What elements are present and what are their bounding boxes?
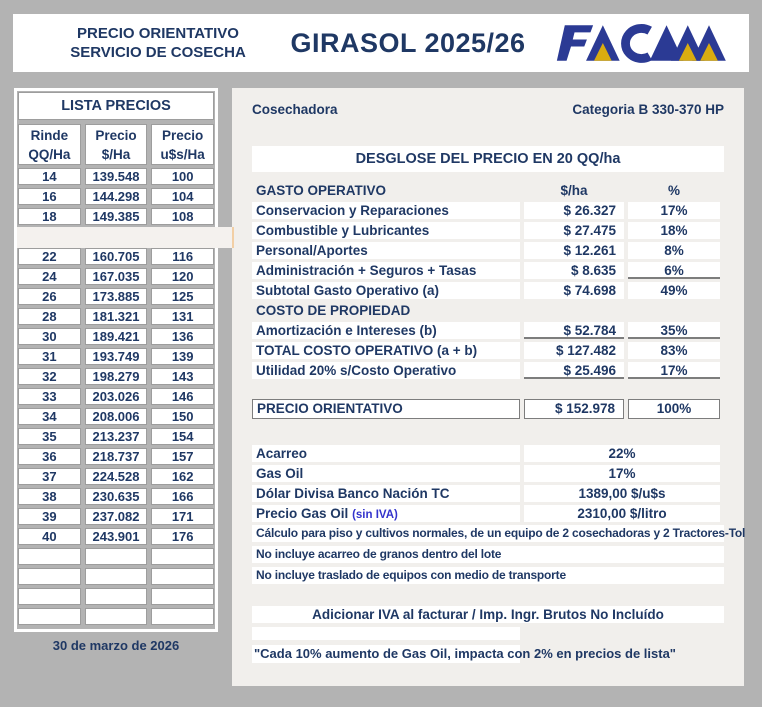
page-title: GIRASOL 2025/26 [290, 27, 526, 58]
cost-row-subtotal [252, 282, 724, 299]
precio-usd-cell: 136 [151, 328, 214, 345]
precio-usd-cell: 100 [151, 168, 214, 185]
param-row-acarreo [252, 445, 724, 462]
rinde-cell: 36 [18, 448, 81, 465]
precio-ars-cell: 208.006 [85, 408, 148, 425]
param-value: 2310,00 $/litro [524, 505, 720, 522]
rinde-cell: 40 [18, 528, 81, 545]
column-header-precio-ars-line2: $/Ha [101, 147, 131, 162]
empty-cell [151, 548, 214, 565]
rinde-cell: 35 [18, 428, 81, 445]
empty-cell [18, 548, 81, 565]
empty-cell [18, 568, 81, 585]
cost-value: $ 52.784 [524, 322, 624, 339]
price-list-row [18, 248, 214, 265]
rinde-cell: 18 [18, 208, 81, 225]
price-list-row [18, 408, 214, 425]
cost-value: $ 12.261 [524, 242, 624, 259]
param-row-precio-gasoil [252, 505, 724, 522]
precio-orientativo-value: $ 152.978 [524, 399, 624, 419]
column-header-rinde [18, 124, 81, 165]
cost-pct: 17% [628, 202, 720, 219]
cost-value: $ 25.496 [524, 362, 624, 379]
price-list-row [18, 308, 214, 325]
cost-row-total [252, 342, 724, 359]
cost-pct: 83% [628, 342, 720, 359]
precio-usd-cell: 146 [151, 388, 214, 405]
cost-pct: 8% [628, 242, 720, 259]
column-header-precio-usd-line2: u$s/Ha [160, 147, 205, 162]
cost-label: Personal/Aportes [252, 242, 520, 259]
cost-value: $ 27.475 [524, 222, 624, 239]
precio-orientativo-row [252, 399, 724, 419]
cost-row-personal [252, 242, 724, 259]
cost-value: $ 8.635 [524, 262, 624, 279]
column-header-precio-ars-line1: Precio [95, 128, 137, 143]
rinde-cell: 22 [18, 248, 81, 265]
blank-cell [628, 302, 720, 319]
empty-cell [151, 588, 214, 605]
param-row-gasoil [252, 465, 724, 482]
iva-note: Adicionar IVA al facturar / Imp. Ingr. Brutos No Incluído [252, 606, 724, 623]
empty-cell [151, 568, 214, 585]
precio-ars-cell: 160.705 [85, 248, 148, 265]
facma-logo-icon [544, 20, 736, 66]
param-label: Acarreo [252, 445, 520, 462]
service-title-line1: PRECIO ORIENTATIVO [77, 25, 239, 42]
cost-row-administracion [252, 262, 724, 279]
param-label [252, 505, 520, 522]
rinde-cell: 16 [18, 188, 81, 205]
column-header-precio-ars [85, 124, 148, 165]
precio-usd-cell: 166 [151, 488, 214, 505]
param-label-text: Precio Gas Oil [256, 506, 349, 521]
cost-value: $ 127.482 [524, 342, 624, 359]
empty-row [18, 568, 214, 585]
rinde-cell: 33 [18, 388, 81, 405]
section-gasto-operativo: GASTO OPERATIVO [256, 183, 387, 198]
price-list-row [18, 508, 214, 525]
rinde-cell: 28 [18, 308, 81, 325]
section-costo-propiedad: COSTO DE PROPIEDAD [256, 303, 411, 318]
cost-pct: 17% [628, 362, 720, 379]
rinde-cell: 31 [18, 348, 81, 365]
blank-cell [524, 302, 624, 319]
cost-pct: 49% [628, 282, 720, 299]
cost-label: Conservacion y Reparaciones [252, 202, 520, 219]
precio-ars-cell: 181.321 [85, 308, 148, 325]
precio-usd-cell: 162 [151, 468, 214, 485]
rinde-cell: 24 [18, 268, 81, 285]
cost-row-combustible [252, 222, 724, 239]
service-title [37, 24, 279, 62]
precio-ars-cell: 198.279 [85, 368, 148, 385]
rinde-cell: 14 [18, 168, 81, 185]
rinde-cell: 38 [18, 488, 81, 505]
service-title-line2: SERVICIO DE COSECHA [70, 44, 246, 61]
column-header-rinde-line2: QQ/Ha [28, 147, 71, 162]
price-list-row [18, 528, 214, 545]
cost-row-amortizacion [252, 322, 724, 339]
note-line: No incluye acarreo de granos dentro del lote [252, 546, 724, 563]
precio-usd-cell: 104 [151, 188, 214, 205]
precio-ars-cell: 189.421 [85, 328, 148, 345]
price-list-row [18, 208, 214, 225]
detail-header [252, 102, 724, 120]
price-list-panel [14, 88, 218, 632]
empty-cell [85, 588, 148, 605]
selected-rinde-highlight [17, 227, 234, 248]
cost-label: Administración + Seguros + Tasas [252, 262, 520, 279]
facma-logo [537, 20, 743, 66]
blank-strip [252, 627, 520, 640]
param-value: 17% [524, 465, 720, 482]
rinde-cell: 39 [18, 508, 81, 525]
rinde-cell: 26 [18, 288, 81, 305]
precio-usd-cell: 139 [151, 348, 214, 365]
price-list-column-headers [18, 124, 214, 165]
price-list-row [18, 368, 214, 385]
precio-ars-cell: 193.749 [85, 348, 148, 365]
cost-row-utilidad [252, 362, 724, 379]
rinde-cell: 30 [18, 328, 81, 345]
precio-ars-cell: 203.026 [85, 388, 148, 405]
price-list-row [18, 348, 214, 365]
param-value: 22% [524, 445, 720, 462]
cost-row-conservacion [252, 202, 724, 219]
sin-iva-note: (sin IVA) [352, 509, 398, 521]
rinde-cell: 32 [18, 368, 81, 385]
precio-orientativo-label: PRECIO ORIENTATIVO [252, 399, 520, 419]
column-header-precio-usd-line1: Precio [162, 128, 204, 143]
cost-label: Combustible y Lubricantes [252, 222, 520, 239]
empty-cell [18, 588, 81, 605]
price-list-empty-rows [18, 548, 214, 625]
cost-label: Utilidad 20% s/Costo Operativo [252, 362, 520, 379]
param-value: 1389,00 $/u$s [524, 485, 720, 502]
empty-cell [85, 608, 148, 625]
list-date: 30 de marzo de 2026 [52, 638, 180, 653]
price-list-title: LISTA PRECIOS [18, 92, 214, 120]
gasto-operativo-header-row [252, 182, 724, 199]
price-list-row [18, 388, 214, 405]
param-label: Gas Oil [252, 465, 520, 482]
precio-ars-cell: 173.885 [85, 288, 148, 305]
precio-usd-cell: 157 [151, 448, 214, 465]
precio-usd-cell: 120 [151, 268, 214, 285]
precio-ars-cell: 167.035 [85, 268, 148, 285]
header-band [13, 14, 749, 72]
column-header-precio-usd [151, 124, 214, 165]
note-line: Cálculo para piso y cultivos normales, de un equipo de 2 cosechadoras y 2 Tractores-Tol [252, 525, 724, 542]
breakdown-table [252, 182, 746, 663]
price-list-row [18, 328, 214, 345]
cost-pct: 6% [628, 262, 720, 279]
precio-ars-cell: 218.737 [85, 448, 148, 465]
precio-usd-cell: 125 [151, 288, 214, 305]
precio-ars-cell: 144.298 [85, 188, 148, 205]
precio-ars-cell: 243.901 [85, 528, 148, 545]
precio-usd-cell: 116 [151, 248, 214, 265]
empty-row [18, 608, 214, 625]
precio-ars-cell: 224.528 [85, 468, 148, 485]
price-list-row [18, 468, 214, 485]
cost-label: Amortización e Intereses (b) [252, 322, 520, 339]
cost-value: $ 74.698 [524, 282, 624, 299]
spacer [252, 588, 724, 606]
precio-ars-cell: 149.385 [85, 208, 148, 225]
cost-pct: 35% [628, 322, 720, 339]
precio-usd-cell: 154 [151, 428, 214, 445]
param-row-dolar [252, 485, 724, 502]
param-label: Dólar Divisa Banco Nación TC [252, 485, 520, 502]
price-list-row [18, 488, 214, 505]
price-list-row [18, 428, 214, 445]
column-header-pct: % [667, 183, 680, 198]
machine-label: Cosechadora [252, 102, 338, 117]
precio-usd-cell: 171 [151, 508, 214, 525]
precio-usd-cell: 176 [151, 528, 214, 545]
cost-label: TOTAL COSTO OPERATIVO (a + b) [252, 342, 520, 359]
price-list-rows [18, 168, 214, 545]
precio-usd-cell: 150 [151, 408, 214, 425]
cost-value: $ 26.327 [524, 202, 624, 219]
gasoil-impact-quote: "Cada 10% aumento de Gas Oil, impacta con 2% en precios de lista" [252, 645, 724, 663]
empty-cell [18, 608, 81, 625]
costo-propiedad-header-row [252, 302, 724, 319]
cost-label: Subtotal Gasto Operativo (a) [252, 282, 520, 299]
empty-row [18, 548, 214, 565]
note-line: No incluye traslado de equipos con medio de transporte [252, 567, 724, 584]
empty-cell [85, 568, 148, 585]
precio-usd-cell: 143 [151, 368, 214, 385]
cost-pct: 18% [628, 222, 720, 239]
precio-ars-cell: 237.082 [85, 508, 148, 525]
price-list-row [18, 448, 214, 465]
empty-cell [151, 608, 214, 625]
precio-usd-cell: 108 [151, 208, 214, 225]
precio-orientativo-pct: 100% [628, 399, 720, 419]
category-label: Categoria B 330-370 HP [572, 102, 724, 117]
price-list-row [18, 188, 214, 205]
precio-ars-cell: 213.237 [85, 428, 148, 445]
price-list-row [18, 268, 214, 285]
empty-row [18, 588, 214, 605]
precio-ars-cell: 230.635 [85, 488, 148, 505]
rinde-cell: 34 [18, 408, 81, 425]
price-list-row [18, 168, 214, 185]
spacer [252, 419, 724, 445]
breakdown-title: DESGLOSE DEL PRECIO EN 20 QQ/ha [252, 146, 724, 172]
column-header-money: $/ha [560, 183, 588, 198]
empty-cell [85, 548, 148, 565]
column-header-rinde-line1: Rinde [30, 128, 69, 143]
price-list-row [18, 288, 214, 305]
detail-panel [232, 88, 744, 686]
precio-ars-cell: 139.548 [85, 168, 148, 185]
rinde-cell: 37 [18, 468, 81, 485]
precio-usd-cell: 131 [151, 308, 214, 325]
